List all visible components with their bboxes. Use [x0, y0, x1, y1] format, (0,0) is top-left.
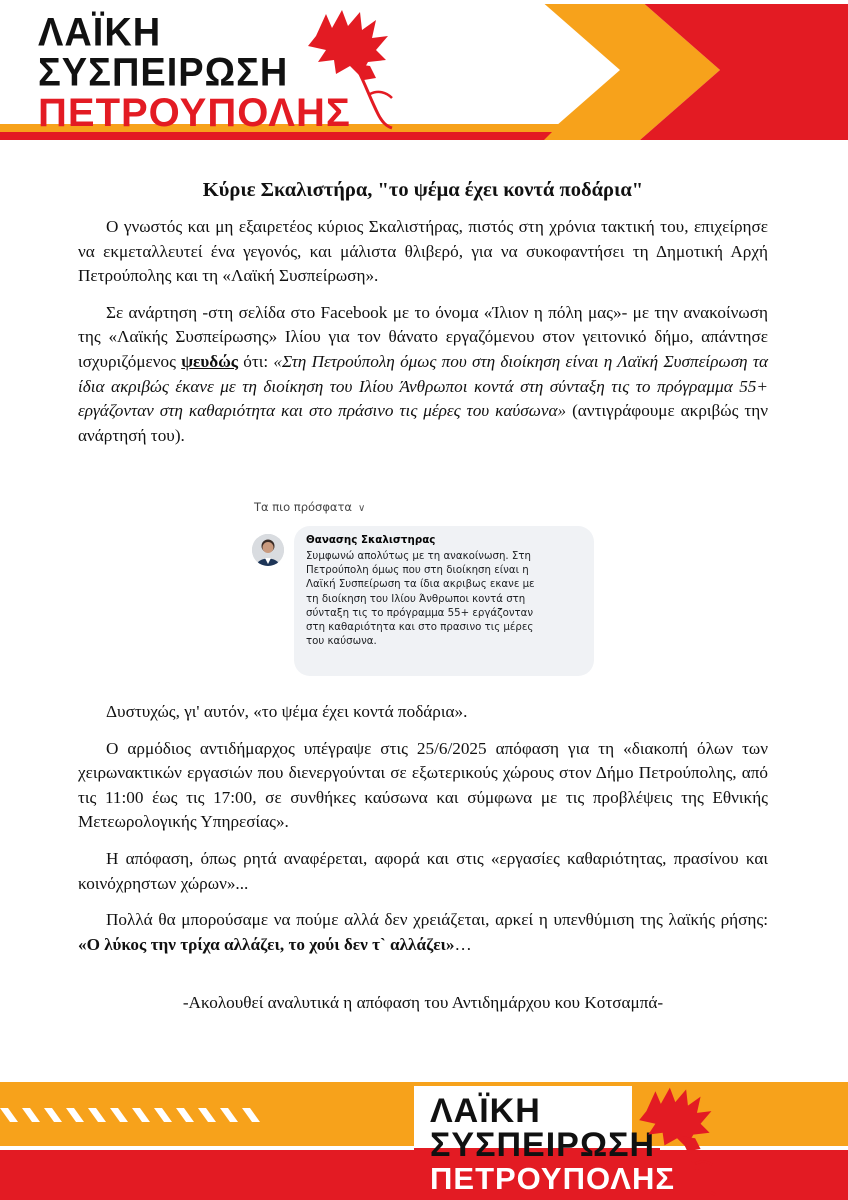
- comment-line: στη καθαριότητα και στο πρασινο τις μέρες: [306, 622, 534, 634]
- facebook-comment-screenshot: [236, 490, 602, 686]
- article-title: Κύριε Σκαλιστήρα, "το ψέμα έχει κοντά ποδάρια": [202, 179, 644, 201]
- sort-label: Τα πιο πρόσφατα: [254, 500, 352, 514]
- paragraph-3: Δυστυχώς, γι' αυτόν, «το ψέμα έχει κοντά ποδάρια».: [106, 702, 468, 721]
- logo-line-3: ΠΕΤΡΟΥΠΟΛΗΣ: [38, 91, 351, 135]
- carnation-icon: [296, 6, 406, 130]
- paragraph-2-text-b: ότι:: [238, 351, 274, 371]
- comment-line: τη διοίκηση του Ιλίου Άνθρωποι κοντά στη: [306, 593, 526, 605]
- comment-line: Συμφωνώ απολύτως με τη ανακοίνωση. Στη: [306, 551, 531, 562]
- paragraph-6: [78, 908, 768, 957]
- paragraph-5: Η απόφαση, όπως ρητά αναφέρεται, αφορά και στις «εργασίες καθαριότητας, πρασίνου και κοινόχρηστων χώρων»...: [78, 848, 768, 893]
- comment-bubble: [294, 526, 594, 676]
- paragraph-2: [78, 301, 768, 449]
- paragraph-2-text-a: Σε ανάρτηση -στη σελίδα στο Facebook με το όνομα «Ίλιον η πόλη μας»- με την ανακοίνωση της «Λαϊκής Συσπείρωσης» Ιλίου για τον θάνατο εργαζόμενου στον γειτονικό δήμο, απάντησε ισχυριζόμενος: [78, 302, 768, 371]
- comment-line: σύνταξη τις το πρόγραμμα 55+ εργάζονταν: [306, 607, 534, 619]
- carnation-icon: [628, 1084, 728, 1196]
- quoted-post: «Στη Πετρούπολη όμως που στη διοίκηση είναι η Λαϊκή Συσπείρωση τα ίδια ακριβώς έκανε με τη διοίκηση του Ιλίου Άνθρωποι κοντά στη σύνταξη τις το πρόγραμμα 55+ εργάζονταν στη καθαριότητα και στο πράσινο τις μέρες του καύσωνα»: [78, 351, 769, 421]
- paragraph-1: Ο γνωστός και μη εξαιρετέος κύριος Σκαλιστήρας, πιστός στη χρόνια τακτική του, επιχείρησε να εκμεταλλευτεί ένα γεγονός, και μάλιστα θλιβερό, για να συκοφαντήσει τη Δημοτική Αρχή Πετρούπολης και τη «Λαϊκή Συσπείρωση».: [78, 217, 768, 286]
- comment-line: του καύσωνα.: [306, 636, 377, 648]
- footer-logo-line-1: ΛΑΪΚΗ: [430, 1092, 541, 1130]
- paragraph-6-text-a: Πολλά θα μπορούσαμε να πούμε αλλά δεν χρειάζεται, αρκεί η υπενθύμιση της λαϊκής ρήσης:: [106, 910, 768, 930]
- avatar[interactable]: [252, 534, 284, 566]
- chevron-down-icon: ∨: [358, 503, 366, 514]
- avatar-image: [252, 534, 284, 566]
- article-continued: [78, 700, 768, 1028]
- comment-text: [306, 550, 588, 649]
- comment-line: Πετρούπολη όμως που στη διοίκηση είναι η: [306, 565, 529, 577]
- footer-logo-line-2: ΣΥΣΠΕΙΡΩΣΗ: [430, 1126, 656, 1164]
- article: [78, 178, 768, 460]
- closing-note: -Ακολουθεί αναλυτικά η απόφαση του Αντιδημάρχου κου Κοτσαμπά-: [182, 993, 664, 1013]
- footer-banner: [0, 1080, 848, 1200]
- paragraph-4: Ο αρμόδιος αντιδήμαρχος υπέγραψε στις 25/6/2025 απόφαση για τη «διακοπή όλων των χειρωνακτικών εργασιών που διενεργούνται σε εξωτερικούς χώρους στον Δήμο Πετρούπολης, από τις 11:00 έως τις 17:00, σε συνθήκες καύσωνα και σύμφωνα με τις προβλέψεις της Εθνικής Μετεωρολογικής Υπηρεσίας».: [78, 738, 768, 832]
- proverb: «Ο λύκος την τρίχα αλλάζει, το χούι δεν τ` αλλάζει»: [78, 934, 455, 954]
- emphasis-false: ψευδώς: [181, 351, 239, 371]
- logo-line-1: ΛΑΪΚΗ: [38, 10, 162, 56]
- comment-line: Λαϊκή Συσπείρωση τα ίδια ακριβως εκανε με: [306, 579, 535, 591]
- paragraph-2-text-c: (αντιγράφουμε ακριβώς την ανάρτησή του).: [78, 401, 768, 445]
- logo-line-2: ΣΥΣΠΕΙΡΩΣΗ: [38, 50, 289, 96]
- header-banner: [0, 0, 848, 140]
- sort-dropdown[interactable]: [254, 500, 365, 514]
- comment-author[interactable]: Θανασης Σκαλιστηρας: [306, 534, 436, 546]
- footer-logo-line-3: ΠΕΤΡΟΥΠΟΛΗΣ: [430, 1161, 675, 1196]
- paragraph-6-text-b: …: [454, 934, 472, 954]
